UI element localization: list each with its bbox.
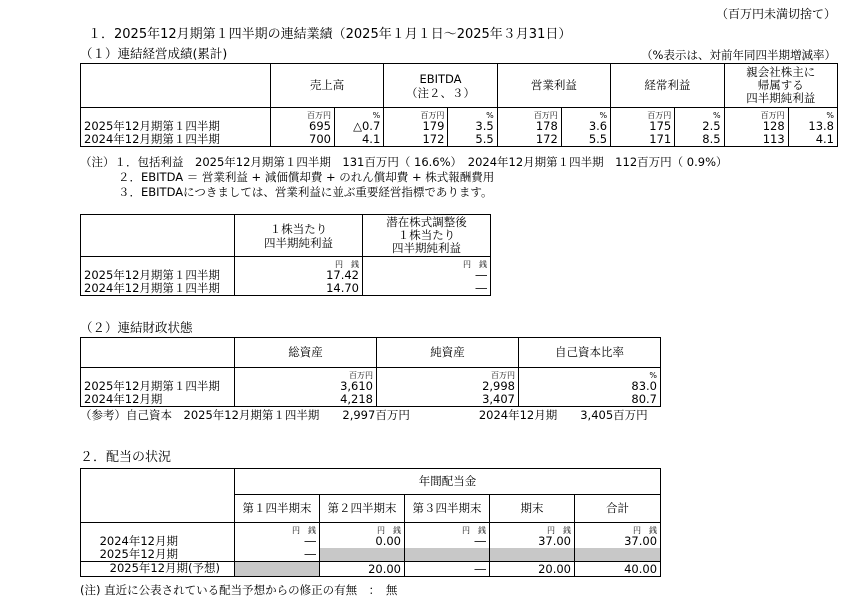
row-label: 2024年12月期第１四半期	[81, 282, 235, 296]
cell: 179	[384, 120, 448, 133]
cell: 37.00	[575, 535, 661, 548]
row-label: 2024年12月期	[81, 535, 235, 548]
unit-yen: 円 銭	[235, 257, 363, 269]
cell: 4.1	[788, 133, 837, 147]
financial-position-table	[80, 337, 661, 407]
unit-yen: 円 銭	[320, 523, 405, 535]
cell: 4.1	[334, 133, 383, 147]
cell: 20.00	[320, 561, 405, 576]
unit-yen: 円 銭	[405, 523, 490, 535]
row-label: 2024年12月期第１四半期	[81, 133, 271, 147]
header-total-assets: 総資産	[235, 338, 377, 368]
cell: 178	[497, 120, 561, 133]
unit-million: 百万円	[270, 108, 334, 120]
cell: 695	[270, 120, 334, 133]
cell: 13.8	[788, 120, 837, 133]
cell: 80.7	[519, 393, 661, 407]
cell: 20.00	[490, 561, 575, 576]
unit-million: 百万円	[611, 108, 675, 120]
cell-shaded	[575, 548, 661, 562]
unit-yen: 円 銭	[575, 523, 661, 535]
table-row	[81, 282, 491, 296]
header-q3-end: 第３四半期末	[405, 495, 490, 523]
cell: 14.70	[235, 282, 363, 296]
table-row	[81, 561, 661, 576]
unit-pct: %	[448, 108, 497, 120]
cell: 2,998	[377, 380, 519, 393]
cell-shaded	[490, 548, 575, 562]
header-eps: １株当たり 四半期純利益	[235, 215, 363, 257]
header-blank	[81, 338, 235, 368]
unit-pct: %	[788, 108, 837, 120]
cell-shaded	[405, 548, 490, 562]
header-annual-dividend: 年間配当金	[235, 469, 661, 495]
header-q2-end: 第２四半期末	[320, 495, 405, 523]
cell: 113	[724, 133, 788, 147]
cell: ―	[405, 535, 490, 548]
table-row	[81, 133, 838, 147]
table-row	[81, 393, 661, 407]
row-label: 2024年12月期	[81, 393, 235, 407]
unit-row-label	[81, 108, 271, 120]
dividend-revision-note: (注) 直近に公表されている配当予想からの修正の有無 ： 無	[80, 583, 398, 597]
cell: 3,407	[377, 393, 519, 407]
header-blank	[81, 64, 271, 108]
unit-yen: 円 銭	[490, 523, 575, 535]
note-ebitda-indicator: ３．EBITDAにつきましては、営業利益に並ぶ重要経営指標であります。	[118, 185, 493, 199]
header-equity-ratio: 自己資本比率	[519, 338, 661, 368]
row-label: 2025年12月期	[81, 548, 235, 562]
cell: ―	[235, 535, 320, 548]
cell: 17.42	[235, 269, 363, 282]
note-ebitda-formula: ２．EBITDA ＝ 営業利益 + 減価償却費 + のれん償却費 + 株式報酬費用	[118, 170, 495, 184]
unit-million: 百万円	[497, 108, 561, 120]
table-row	[81, 380, 661, 393]
cell: 128	[724, 120, 788, 133]
cell: △0.7	[334, 120, 383, 133]
table-row	[81, 269, 491, 282]
header-blank	[81, 215, 235, 257]
eps-table	[80, 214, 491, 296]
unit-row-label	[81, 368, 235, 380]
percent-note: （%表示は、対前年同四半期増減率）	[641, 48, 836, 62]
financial-position-title: （２）連結財政状態	[80, 320, 193, 335]
row-label: 2025年12月期(予想)	[81, 561, 235, 576]
unit-pct: %	[561, 108, 610, 120]
unit-yen: 円 銭	[235, 523, 320, 535]
cell-shaded	[320, 548, 405, 562]
header-blank	[81, 469, 235, 523]
unit-million: 百万円	[377, 368, 519, 380]
cell: 172	[497, 133, 561, 147]
header-q1-end: 第１四半期末	[235, 495, 320, 523]
cell: 172	[384, 133, 448, 147]
unit-pct: %	[675, 108, 724, 120]
cell: 3.6	[561, 120, 610, 133]
cell: ―	[363, 282, 491, 296]
cell: 40.00	[575, 561, 661, 576]
cell: 8.5	[675, 133, 724, 147]
dividends-table	[80, 468, 661, 577]
header-operating-income: 営業利益	[497, 64, 610, 108]
cell: 4,218	[235, 393, 377, 407]
table-row	[81, 120, 838, 133]
header-ebitda: EBITDA （注２、３）	[384, 64, 497, 108]
cell: 2.5	[675, 120, 724, 133]
unit-note: （百万円未満切捨て）	[715, 7, 836, 21]
cell-shaded	[235, 561, 320, 576]
cell: 3.5	[448, 120, 497, 133]
cell: ―	[405, 561, 490, 576]
header-total: 合計	[575, 495, 661, 523]
unit-yen: 円 銭	[363, 257, 491, 269]
cell: 5.5	[561, 133, 610, 147]
operating-results-title: （１）連結経営成績(累計)	[80, 46, 228, 61]
note-comprehensive-income: （注）１．包括利益 2025年12月期第１四半期 131百万円（ 16.6%） 2024年12月期第１四半期 112百万円（ 0.9%）	[80, 155, 728, 169]
header-net-assets: 純資産	[377, 338, 519, 368]
unit-row-label	[81, 523, 235, 535]
row-label: 2025年12月期第１四半期	[81, 269, 235, 282]
cell: 3,610	[235, 380, 377, 393]
cell: ―	[235, 548, 320, 562]
unit-pct: %	[334, 108, 383, 120]
header-year-end: 期末	[490, 495, 575, 523]
header-net-income: 親会社株主に 帰属する 四半期純利益	[724, 64, 837, 108]
header-ordinary-income: 経常利益	[611, 64, 724, 108]
section1-title: １．2025年12月期第１四半期の連結業績（2025年１月１日～2025年３月31日）	[88, 27, 572, 42]
cell: 700	[270, 133, 334, 147]
operating-results-table	[80, 63, 838, 147]
unit-million: 百万円	[724, 108, 788, 120]
cell: 83.0	[519, 380, 661, 393]
table-row	[81, 548, 661, 562]
unit-million: 百万円	[384, 108, 448, 120]
unit-row-label	[81, 257, 235, 269]
header-sales: 売上高	[270, 64, 383, 108]
table-row	[81, 535, 661, 548]
reference-equity-note: （参考）自己資本 2025年12月期第１四半期 2,997百万円 2024年12月期 3,405百万円	[80, 408, 648, 422]
row-label: 2025年12月期第１四半期	[81, 120, 271, 133]
unit-pct: %	[519, 368, 661, 380]
dividends-title: ２．配当の状況	[80, 450, 172, 465]
cell: 0.00	[320, 535, 405, 548]
unit-million: 百万円	[235, 368, 377, 380]
cell: 171	[611, 133, 675, 147]
cell: 175	[611, 120, 675, 133]
row-label: 2025年12月期第１四半期	[81, 380, 235, 393]
header-diluted-eps: 潜在株式調整後 １株当たり 四半期純利益	[363, 215, 491, 257]
cell: 37.00	[490, 535, 575, 548]
cell: 5.5	[448, 133, 497, 147]
cell: ―	[363, 269, 491, 282]
